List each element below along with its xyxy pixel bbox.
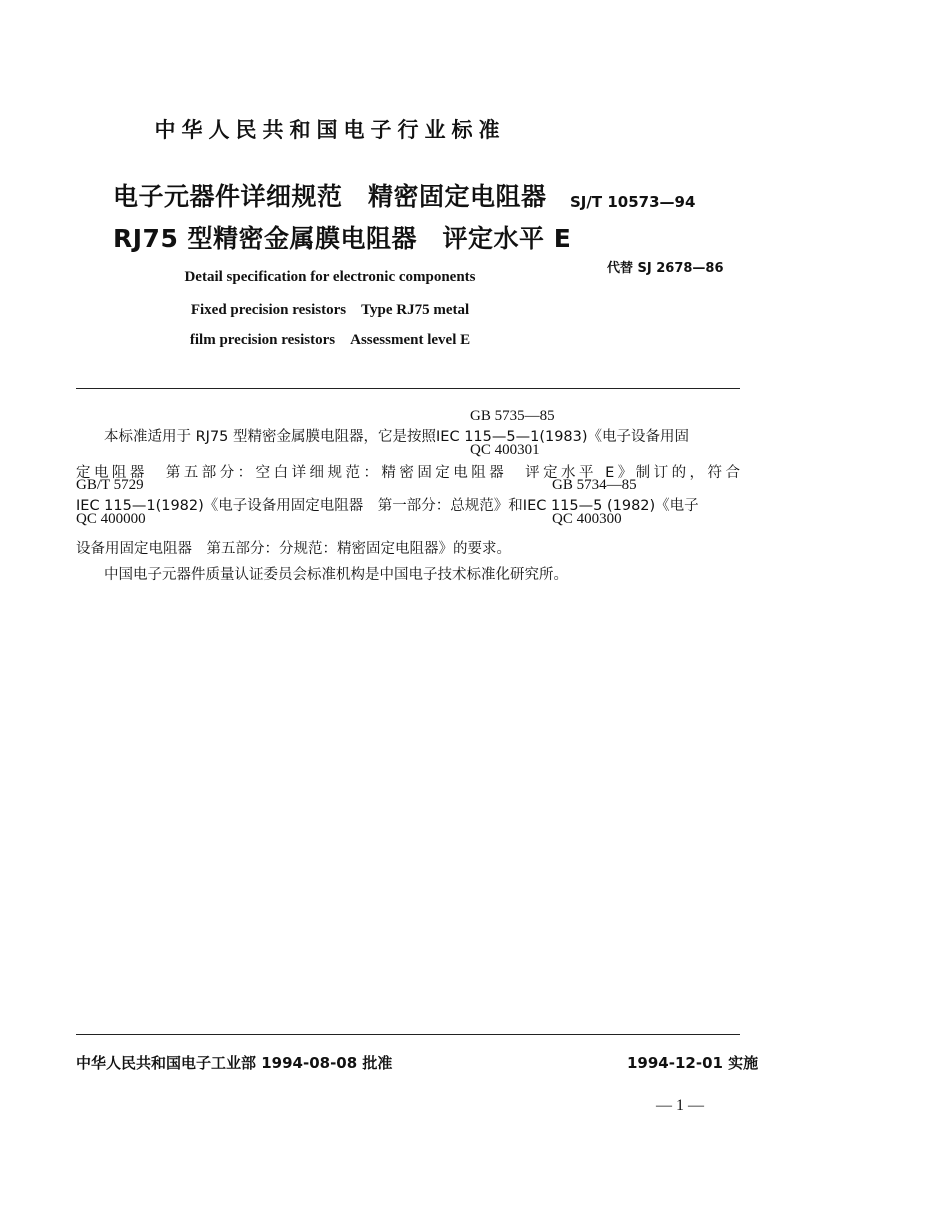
footer-divider — [76, 1034, 740, 1035]
reference-annotation: QC 400000 — [76, 511, 146, 527]
body-text-line: 定电阻器 第五部分：空白详细规范：精密固定电阻器 评定水平 E》制订的，符合 — [76, 465, 740, 481]
reference-annotation: GB 5735—85 — [470, 408, 555, 424]
english-title-line-3: film precision resistors Assessment level E — [189, 332, 471, 348]
issuing-authority-header: 中华人民共和国电子行业标准 — [154, 118, 506, 142]
body-text-line: 设备用固定电阻器 第五部分：分规范：精密固定电阻器》的要求。 — [76, 541, 511, 557]
english-title-line-2: Fixed precision resistors Type RJ75 metal — [190, 302, 470, 318]
body-text-line: IEC 115—1(1982)《电子设备用固定电阻器 第一部分：总规范》和IEC 115—5 (1982)《电子 — [76, 498, 699, 514]
body-text-line: 本标准适用于 RJ75 型精密金属膜电阻器，它是按照IEC 115—5—1(1983)《电子设备用固 — [104, 429, 690, 445]
reference-annotation: GB/T 5729 — [76, 477, 144, 493]
reference-annotation: QC 400301 — [470, 442, 540, 458]
document-title-line-2: RJ75 型精密金属膜电阻器 评定水平 E — [113, 224, 572, 253]
reference-annotation: QC 400300 — [552, 511, 622, 527]
reference-annotation: GB 5734—85 — [552, 477, 637, 493]
standard-number: SJ/T 10573—94 — [570, 193, 696, 211]
english-title-line-1: Detail specification for electronic components — [184, 269, 476, 285]
header-divider — [76, 388, 740, 389]
approval-statement: 中华人民共和国电子工业部 1994-08-08 批准 — [76, 1054, 393, 1072]
document-title-line-1: 电子元器件详细规范 精密固定电阻器 — [113, 182, 547, 211]
effective-date: 1994-12-01 实施 — [627, 1054, 759, 1072]
body-paragraph: 中国电子元器件质量认证委员会标准机构是中国电子技术标准化研究所。 — [104, 567, 568, 583]
replaces-standard: 代替 SJ 2678—86 — [607, 261, 724, 276]
page-number: — 1 — — [656, 1097, 704, 1114]
